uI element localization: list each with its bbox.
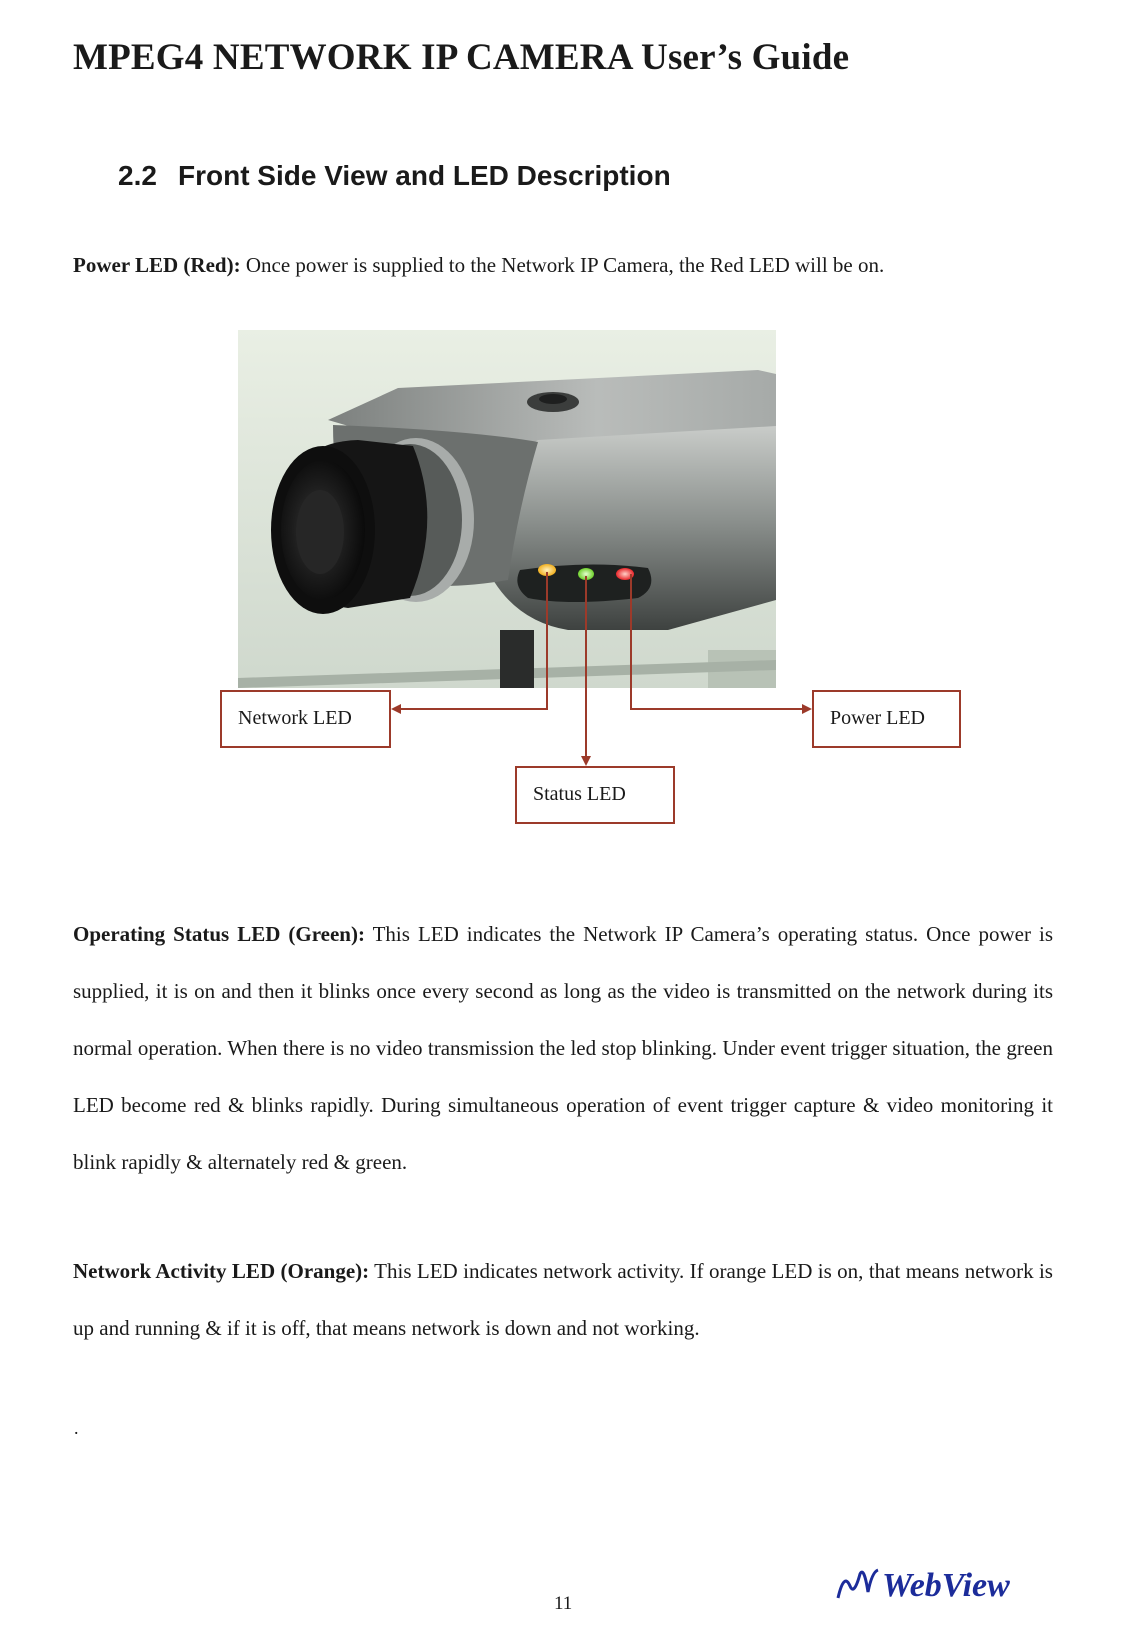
power-led-label: Power LED (Red):: [73, 253, 241, 277]
camera-front-photo: [238, 330, 776, 688]
network-led-paragraph: [73, 1243, 1053, 1357]
status-led-text: This LED indicates the Network IP Camera’s operating status. Once power is supplied, it is on and then it blinks once every second as long as the video is transmitted on the network during its normal operation. When there is no video transmission the led stop blinking. Under event trigger situation, the green LED become red & blinks rapidly. During simultaneous operation of event trigger capture & video monitoring it blink rapidly & alternately red & green.: [73, 922, 1053, 1174]
network-led-label: Network Activity LED (Orange):: [73, 1259, 370, 1283]
network-led-callout: Network LED: [220, 690, 391, 748]
power-led-callout: Power LED: [812, 690, 961, 748]
stray-period: .: [74, 1418, 79, 1438]
document-title: MPEG4 NETWORK IP CAMERA User’s Guide: [73, 37, 850, 78]
section-heading: [118, 160, 671, 192]
power-led-text: Once power is supplied to the Network IP Camera, the Red LED will be on.: [240, 253, 885, 277]
network-led-light: [538, 564, 556, 576]
status-led-label: Operating Status LED (Green):: [73, 922, 365, 946]
network-led-text: This LED indicates network activity. If orange LED is on, that means network is up and running & if it is off, that means network is down and not working.: [73, 1259, 1053, 1340]
svg-text:WebView: WebView: [882, 1567, 1010, 1604]
webview-logo: [834, 1562, 1054, 1606]
section-title: Front Side View and LED Description: [178, 160, 671, 191]
status-led-callout: Status LED: [515, 766, 675, 824]
page-number: 11: [554, 1593, 573, 1614]
status-led-light: [578, 568, 594, 580]
power-led-light: [616, 568, 634, 580]
section-number: 2.2: [118, 160, 157, 191]
status-led-paragraph: [73, 906, 1053, 1191]
power-led-paragraph: [73, 250, 1053, 280]
